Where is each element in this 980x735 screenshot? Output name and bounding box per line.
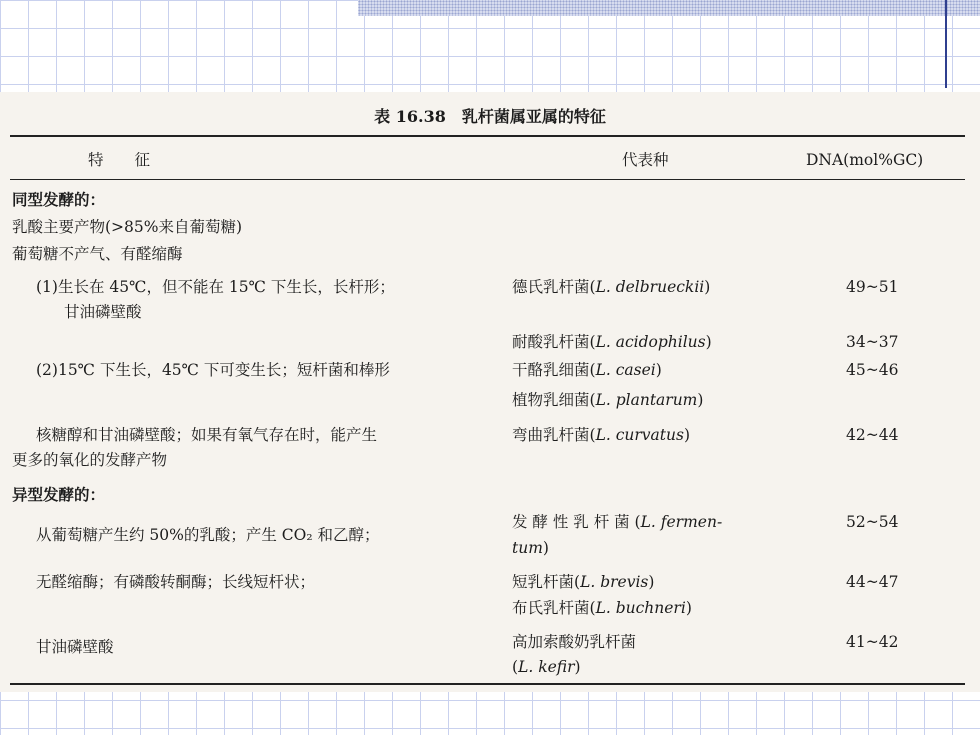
header-rule	[10, 179, 965, 180]
row4-species-line1: 发 酵 性 乳 杆 菌 (L. fermen-	[512, 513, 723, 531]
row1-feature-line1: (1)生长在 45℃，但不能在 15℃ 下生长，长杆形；	[36, 278, 395, 296]
row5-dna: 44~47	[846, 573, 899, 591]
row5-species2: 布氏乳杆菌(L. buchneri)	[512, 599, 692, 617]
table-top-rule	[10, 135, 965, 137]
document-scan	[0, 92, 980, 692]
header-species: 代表种	[622, 151, 669, 169]
row3-dna: 42~44	[846, 426, 899, 444]
table-title: 表 16.38 乳杆菌属亚属的特征	[374, 107, 606, 126]
row3-feature-line2: 更多的氧化的发酵产物	[12, 451, 168, 469]
row2-dna2: 45~46	[846, 361, 899, 379]
row3-feature-line1: 核糖醇和甘油磷壁酸；如果有氧气存在时，能产生	[36, 426, 378, 444]
row2-species1: 耐酸乳杆菌(L. acidophilus)	[512, 333, 712, 351]
row1-dna: 49~51	[846, 278, 899, 296]
header-dna: DNA(mol%GC)	[806, 151, 924, 169]
group-homo-sub2: 葡萄糖不产气、有醛缩酶	[12, 245, 183, 263]
row2-dna1: 34~37	[846, 333, 899, 351]
row3-species: 弯曲乳杆菌(L. curvatus)	[512, 426, 691, 444]
row4-species-line2: tum)	[512, 539, 549, 557]
row6-species-line1: 高加索酸奶乳杆菌	[512, 633, 637, 651]
group-homo-sub1: 乳酸主要产物(>85%来自葡萄糖)	[12, 218, 243, 236]
header-feature: 特 征	[88, 151, 151, 169]
row4-dna: 52~54	[846, 513, 899, 531]
table-bottom-rule	[10, 683, 965, 685]
row6-dna: 41~42	[846, 633, 899, 651]
row2-species3: 植物乳细菌(L. plantarum)	[512, 391, 704, 409]
row2-species2: 干酪乳细菌(L. casei)	[512, 361, 662, 379]
decorative-vertical-line	[945, 0, 947, 88]
group-homofermentative: 同型发酵的：	[12, 190, 106, 209]
row5-feature: 无醛缩酶；有磷酸转酮酶；长线短杆状；	[36, 573, 316, 591]
row1-feature-line2: 甘油磷壁酸	[64, 303, 142, 321]
row2-feature: (2)15℃ 下生长，45℃ 下可变生长；短杆菌和棒形	[36, 361, 390, 379]
row4-feature: 从葡萄糖产生约 50%的乳酸；产生 CO₂ 和乙醇；	[36, 526, 380, 544]
row6-feature: 甘油磷壁酸	[36, 638, 114, 656]
row6-species-line2: (L. kefir)	[512, 658, 581, 676]
row5-species1: 短乳杆菌(L. brevis)	[512, 573, 655, 591]
group-heterofermentative: 异型发酵的：	[12, 485, 106, 504]
row1-species: 德氏乳杆菌(L. delbrueckii)	[512, 278, 711, 296]
decorative-band	[358, 0, 980, 16]
